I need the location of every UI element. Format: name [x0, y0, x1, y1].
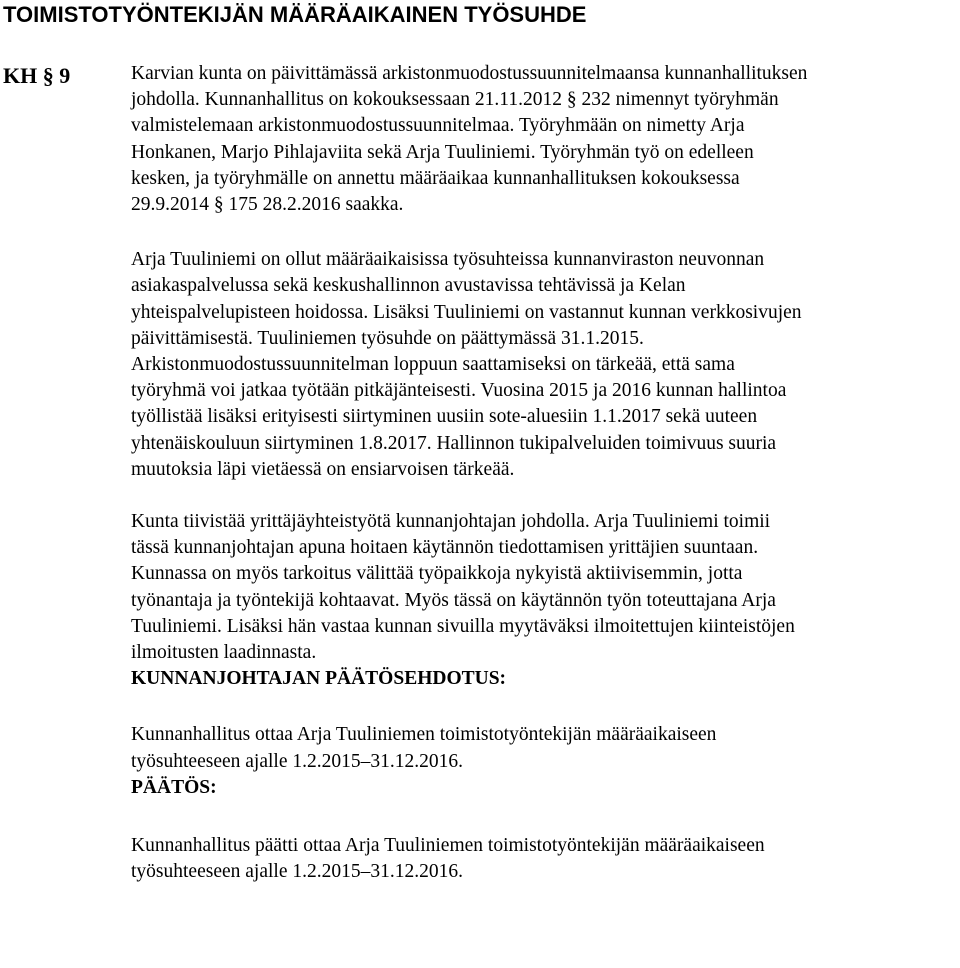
paragraph-employment-history — [131, 247, 957, 483]
proposal-heading: KUNNANJOHTAJAN PÄÄTÖSEHDOTUS: — [131, 668, 507, 690]
paragraph-working-group — [131, 61, 957, 218]
text-line: Kunnanhallitus ottaa Arja Tuuliniemen toimistotyöntekijän määräaikaiseen — [131, 724, 717, 746]
text-line: Karvian kunta on päivittämässä arkistonmuodostussuunnitelmaansa kunnanhallituksen — [131, 63, 808, 84]
text-line: työsuhteeseen ajalle 1.2.2015–31.12.2016. — [131, 750, 463, 772]
text-line: Tuuliniemi. Lisäksi hän vastaa kunnan sivuilla myytäväksi ilmoitettujen kiinteistöjen — [131, 615, 795, 637]
text-line: Kunnanhallitus päätti ottaa Arja Tuuliniemen toimistotyöntekijän määräaikaiseen — [131, 835, 765, 857]
text-line: kesken, ja työryhmälle on annettu määräaikaa kunnanhallituksen kokouksessa — [131, 167, 740, 189]
text-line: Kunnassa on myös tarkoitus välittää työpaikkoja nykyistä aktiivisemmin, jotta — [131, 563, 743, 585]
text-line: yhteispalvelupisteen hoidossa. Lisäksi Tuuliniemi on vastannut kunnan verkkosivujen — [131, 301, 802, 323]
decision-heading: PÄÄTÖS: — [131, 776, 217, 798]
text-line: Kunta tiivistää yrittäjäyhteistyötä kunnanjohtajan johdolla. Arja Tuuliniemi toimii — [131, 511, 771, 533]
text-line: johdolla. Kunnanhallitus on kokouksessaan 21.11.2012 § 232 nimennyt työryhmän — [131, 89, 779, 111]
document-body — [131, 61, 957, 885]
text-line: yhtenäiskouluun siirtyminen 1.8.2017. Hallinnon tukipalveluiden toimivuus suuria — [131, 432, 777, 454]
text-line: asiakaspalvelussa sekä keskushallinnon avustavissa tehtävissä ja Kelan — [131, 275, 686, 297]
text-line: työsuhteeseen ajalle 1.2.2015–31.12.2016. — [131, 861, 463, 883]
text-line: työnantaja ja työntekijä kohtaavat. Myös tässä on käytännön työn toteuttajana Arja — [131, 589, 776, 611]
text-line: tässä kunnanjohtajan apuna hoitaen käytännön tiedottamisen yrittäjien suuntaan. — [131, 537, 759, 559]
text-line: valmistelemaan arkistonmuodostussuunnitelmaa. Työryhmään on nimetty Arja — [131, 115, 745, 137]
text-line: Arja Tuuliniemi on ollut määräaikaisissa työsuhteissa kunnanviraston neuvonnan — [131, 249, 765, 271]
text-line: Arkistonmuodostussuunnitelman loppuun saattamiseksi on tärkeää, että sama — [131, 354, 735, 376]
document-title: TOIMISTOTYÖNTEKIJÄN MÄÄRÄAIKAINEN TYÖSUHDE — [3, 2, 587, 27]
text-line: ilmoitusten laadinnasta. — [131, 642, 317, 664]
text-line: päivittämisestä. Tuuliniemen työsuhde on päättymässä 31.1.2015. — [131, 327, 644, 349]
section-reference: KH § 9 — [3, 63, 71, 88]
proposal-text — [131, 722, 957, 774]
text-line: työllistää lisäksi erityisesti siirtyminen uusiin sote-aluesiin 1.1.2017 sekä uuteen — [131, 406, 758, 428]
text-line: työryhmä voi jatkaa työtään pitkäjänteisesti. Vuosina 2015 ja 2016 kunnan hallintoa — [131, 380, 787, 402]
decision-text — [131, 833, 957, 885]
text-line: Honkanen, Marjo Pihlajaviita sekä Arja Tuuliniemi. Työryhmän työ on edelleen — [131, 141, 754, 163]
text-line: muutoksia läpi vietäessä on ensiarvoisen tärkeää. — [131, 458, 515, 480]
paragraph-entrepreneur-cooperation — [131, 509, 957, 666]
text-line: 29.9.2014 § 175 28.2.2016 saakka. — [131, 194, 404, 216]
